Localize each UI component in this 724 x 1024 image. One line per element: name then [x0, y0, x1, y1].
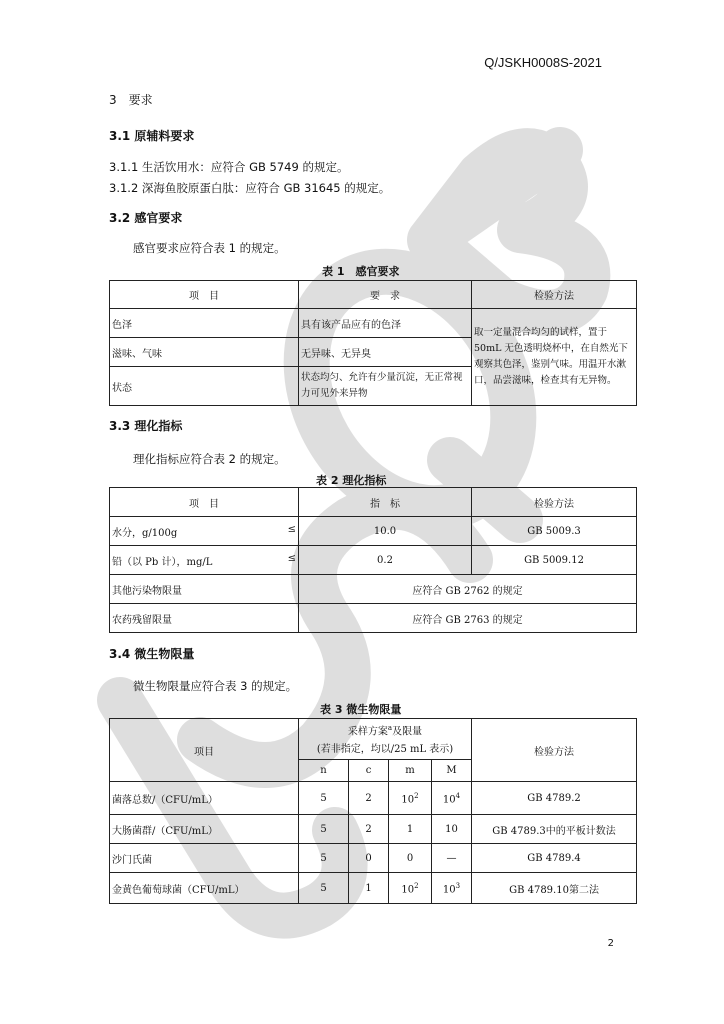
table3-row-n: 5: [299, 873, 349, 904]
table2-row-method: GB 5009.3: [472, 517, 637, 546]
table2-row-item: 其他污染物限量: [110, 575, 299, 604]
table2-header-item: 项 目: [110, 488, 299, 517]
section-3-2-heading: 3.2 感官要求: [109, 211, 183, 225]
table2-comparator: ≤: [287, 523, 296, 535]
table3-row-M: 10: [432, 815, 472, 844]
table3-row-method: GB 4789.10第二法: [472, 873, 637, 904]
table2-item-text: 水分，g/100g: [112, 527, 178, 539]
table3-row-c: 1: [349, 873, 389, 904]
table3-row-method: GB 4789.2: [472, 782, 637, 815]
table2-comparator: ≤: [287, 552, 296, 564]
table3-row-c: 0: [349, 844, 389, 873]
clause-3-1-1: 3.1.1 生活饮用水：应符合 GB 5749 的规定。: [109, 160, 349, 174]
table3-plan-footnote-mark: a: [387, 724, 393, 732]
table3-row-item: 金黄色葡萄球菌（CFU/mL）: [110, 873, 299, 904]
document-code: Q/JSKH0008S-2021: [484, 55, 602, 70]
table3-m-exponent: 2: [414, 881, 419, 890]
table3-sub-c: c: [349, 760, 389, 782]
table1-row-item: 状态: [110, 367, 299, 406]
table3-caption: 表 3 微生物限量: [320, 703, 402, 716]
table3-M-exponent: 4: [455, 791, 461, 800]
table3-row-n: 5: [299, 844, 349, 873]
table3-microbial: [109, 718, 637, 904]
table3-m-base: 10: [401, 793, 415, 805]
table3-M-base: 10: [442, 793, 456, 805]
page-number: 2: [607, 938, 614, 949]
table3-header-item: 项目: [110, 719, 299, 782]
table3-row-method: GB 4789.3中的平板计数法: [472, 815, 637, 844]
table1-row-req: 具有该产品应有的色泽: [299, 309, 472, 338]
table2-row-item: [110, 517, 299, 546]
table3-row-n: 5: [299, 782, 349, 815]
table1-row-item: 滋味、气味: [110, 338, 299, 367]
table3-row-c: 2: [349, 782, 389, 815]
table2-physicochemical: [109, 487, 637, 633]
table2-row-value: 10.0: [299, 517, 472, 546]
table2-header-value: 指 标: [299, 488, 472, 517]
section-3-3-text: 理化指标应符合表 2 的规定。: [133, 452, 286, 466]
table3-sub-m: m: [389, 760, 432, 782]
table3-row-m: 0: [389, 844, 432, 873]
table3-m-exponent: 2: [414, 791, 419, 800]
table2-row-item: [110, 546, 299, 575]
section-3-heading: 3 要求: [109, 93, 153, 107]
table3-row-item: 菌落总数/（CFU/mL）: [110, 782, 299, 815]
table1-caption: 表 1 感官要求: [322, 265, 400, 278]
table3-m-base: 10: [401, 883, 415, 895]
table1-method: 取一定量混合均匀的试样，置于 50mL 无色透明烧杯中，在自然光下观察其色泽，鉴别气味。用温开水漱口，品尝滋味，检查其有无异物。: [472, 309, 637, 406]
table3-sub-M: M: [432, 760, 472, 782]
table3-plan-title: 采样方案: [347, 726, 388, 738]
table2-row-merged: 应符合 GB 2763 的规定: [299, 604, 637, 633]
section-3-2-text: 感官要求应符合表 1 的规定。: [133, 241, 286, 255]
section-3-4-heading: 3.4 微生物限量: [109, 647, 195, 661]
table3-row-M: —: [432, 844, 472, 873]
table3-row-m: [389, 873, 432, 904]
table1-sensory: [109, 280, 637, 406]
table3-row-item: 沙门氏菌: [110, 844, 299, 873]
table3-row-m: [389, 782, 432, 815]
table2-row-value: 0.2: [299, 546, 472, 575]
table3-header-method: 检验方法: [472, 719, 637, 782]
table3-row-n: 5: [299, 815, 349, 844]
table3-row-M: [432, 873, 472, 904]
section-3-4-text: 微生物限量应符合表 3 的规定。: [133, 679, 298, 693]
table2-item-text: 铅（以 Pb 计），mg/L: [112, 556, 213, 568]
table1-row-req: 无异味、无异臭: [299, 338, 472, 367]
table3-plan-subtitle: (若非指定，均以/25 mL 表示): [316, 744, 454, 756]
table2-header-method: 检验方法: [472, 488, 637, 517]
table3-M-base: 10: [442, 883, 456, 895]
section-3-3-heading: 3.3 理化指标: [109, 419, 183, 433]
table1-row-item: 色泽: [110, 309, 299, 338]
section-3-1-heading: 3.1 原辅料要求: [109, 129, 195, 143]
table2-caption: 表 2 理化指标: [316, 474, 387, 487]
table2-row-method: GB 5009.12: [472, 546, 637, 575]
table3-row-method: GB 4789.4: [472, 844, 637, 873]
table1-header-method: 检验方法: [472, 281, 637, 309]
table3-plan-title-rest: 及限量: [392, 726, 423, 738]
table3-row-item: 大肠菌群/（CFU/mL）: [110, 815, 299, 844]
clause-3-1-2: 3.1.2 深海鱼胶原蛋白肽：应符合 GB 31645 的规定。: [109, 181, 391, 195]
table3-header-plan: [299, 719, 472, 760]
table1-header-item: 项 目: [110, 281, 299, 309]
table2-row-item: 农药残留限量: [110, 604, 299, 633]
table2-row-merged: 应符合 GB 2762 的规定: [299, 575, 637, 604]
table1-header-req: 要 求: [299, 281, 472, 309]
table3-row-m: 1: [389, 815, 432, 844]
table3-row-M: [432, 782, 472, 815]
table1-row-req: 状态均匀、允许有少量沉淀，无正常视力可见外来异物: [299, 367, 472, 406]
table3-M-exponent: 3: [455, 881, 461, 890]
table3-row-c: 2: [349, 815, 389, 844]
table3-sub-n: n: [299, 760, 349, 782]
